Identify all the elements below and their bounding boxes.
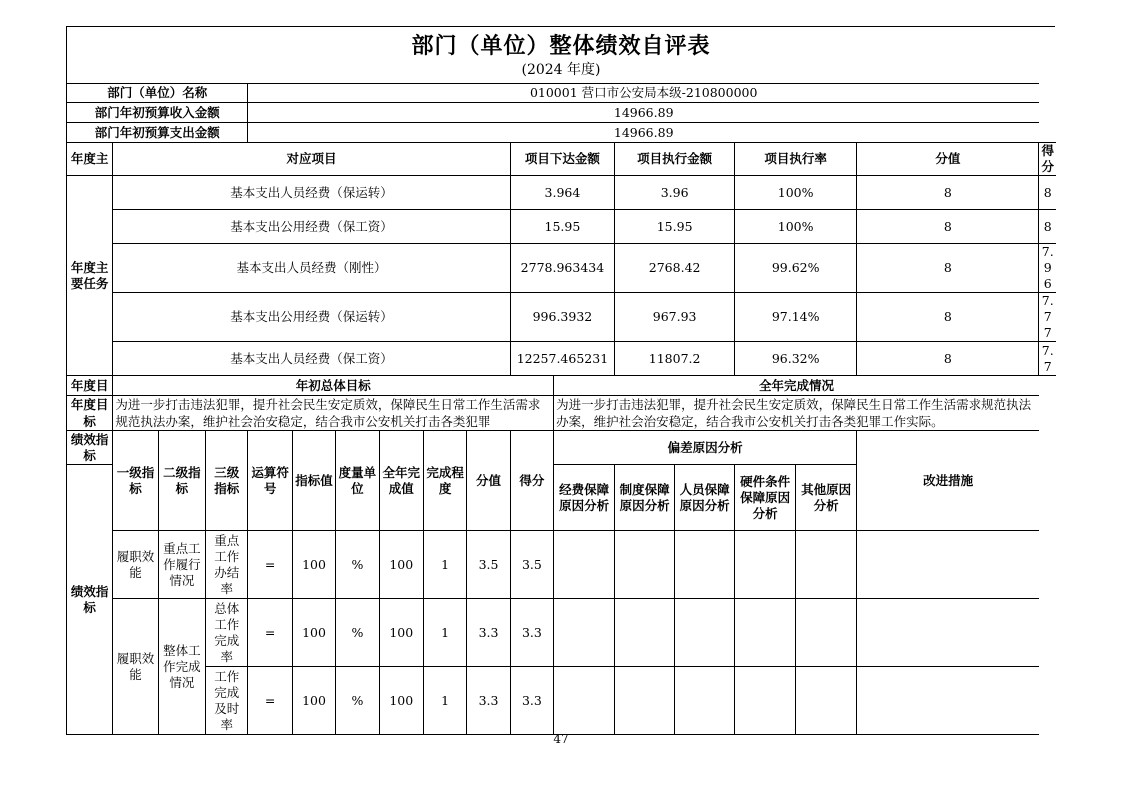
evaluation-sheet — [66, 26, 1056, 732]
goals-initial-text: 为进一步打击违法犯罪，提升社会民生安定质效，保障民生日常工作生活需求规范执法办案，维护社会治安稳定，结合我市公安机关打击各类犯罪 — [115, 397, 541, 429]
task-row — [67, 210, 1057, 244]
perf-degree: 1 — [423, 531, 466, 599]
perf-level3: 重点工作办结率 — [214, 532, 240, 596]
perf-dev-system — [615, 667, 675, 735]
tasks-header-issued: 项目下达金额 — [510, 143, 614, 176]
task-executed: 2768.42 — [615, 244, 735, 293]
perf-dev-staff — [675, 599, 735, 667]
perf-level1: 履职效能 — [113, 531, 158, 599]
perf-unit: % — [336, 531, 379, 599]
perf-level2: 整体工作完成情况 — [158, 599, 205, 735]
task-score: 8 — [1039, 210, 1056, 244]
task-rate: 99.62% — [735, 244, 857, 293]
title-area — [66, 26, 1055, 83]
perf-operator: = — [248, 531, 292, 599]
perf-level2: 重点工作履行情况 — [158, 531, 205, 599]
perf-level3-cell — [206, 531, 248, 599]
task-rate: 96.32% — [735, 342, 857, 376]
task-score-value: 8 — [857, 244, 1039, 293]
perf-annual: 100 — [379, 599, 423, 667]
goals-row — [67, 396, 1057, 431]
perf-unit: % — [336, 667, 379, 735]
task-row — [67, 293, 1057, 342]
perf-side-label: 绩效指标 — [67, 465, 113, 735]
perf-header-annual: 全年完成值 — [379, 431, 423, 531]
perf-target: 100 — [292, 531, 335, 599]
task-project: 基本支出人员经费（保工资） — [113, 342, 510, 376]
perf-score-value: 3.5 — [467, 531, 510, 599]
evaluation-table — [66, 83, 1056, 735]
perf-header-unit: 度量单位 — [336, 431, 379, 531]
perf-dev-staff — [675, 667, 735, 735]
perf-header-row-1 — [67, 431, 1057, 465]
tasks-header-executed: 项目执行金额 — [615, 143, 735, 176]
income-label: 部门年初预算收入金额 — [67, 103, 248, 123]
perf-row — [67, 531, 1057, 599]
tasks-side-label: 年度主要任务 — [67, 176, 113, 376]
task-row — [67, 176, 1057, 210]
perf-score-value: 3.3 — [467, 667, 510, 735]
perf-dev-system — [615, 599, 675, 667]
goals-header-complete: 全年完成情况 — [554, 376, 1039, 396]
perf-level3: 总体工作完成率 — [214, 600, 240, 664]
task-executed: 15.95 — [615, 210, 735, 244]
tasks-header-project: 对应项目 — [113, 143, 510, 176]
perf-score: 3.3 — [510, 667, 553, 735]
task-project: 基本支出人员经费（刚性） — [113, 244, 510, 293]
expense-label: 部门年初预算支出金额 — [67, 123, 248, 143]
info-row-unit-name — [67, 84, 1057, 103]
perf-level3: 工作完成及时率 — [214, 668, 240, 732]
task-row — [67, 342, 1057, 376]
task-issued: 15.95 — [510, 210, 614, 244]
unit-name-value: 010001 营口市公安局本级-210800000 — [248, 84, 1039, 103]
perf-row — [67, 599, 1057, 667]
task-issued: 996.3932 — [510, 293, 614, 342]
page-number: 47 — [553, 732, 569, 746]
page-title: 部门（单位）整体绩效自评表 — [411, 33, 711, 59]
goals-initial-cell — [113, 396, 554, 431]
perf-dev-other — [796, 667, 857, 735]
goals-complete-cell — [554, 396, 1039, 431]
page-subtitle: (2024 年度) — [521, 62, 601, 78]
perf-target: 100 — [292, 667, 335, 735]
perf-dev-funding — [554, 531, 615, 599]
perf-header-dev-hardware: 硬件条件保障原因分析 — [735, 465, 796, 531]
task-score: 7.77 — [1039, 293, 1056, 342]
perf-header-dev-system: 制度保障原因分析 — [615, 465, 675, 531]
expense-value: 14966.89 — [248, 123, 1039, 143]
perf-dev-system — [615, 531, 675, 599]
perf-improve — [857, 599, 1039, 667]
goals-complete-text: 为进一步打击违法犯罪，提升社会民生安定质效，保障民生日常工作生活需求规范执法办案，维护社会治安稳定，结合我市公安机关打击各类犯罪工作实际。 — [556, 397, 1032, 429]
task-score-value: 8 — [857, 342, 1039, 376]
goals-row-label-text: 年度目标 — [70, 397, 109, 429]
task-executed: 11807.2 — [615, 342, 735, 376]
perf-annual: 100 — [379, 667, 423, 735]
tasks-header-col0: 年度主 — [67, 143, 113, 176]
info-row-income — [67, 103, 1057, 123]
perf-dev-other — [796, 599, 857, 667]
perf-header-target: 指标值 — [292, 431, 335, 531]
task-issued: 12257.465231 — [510, 342, 614, 376]
tasks-header-score-value: 分值 — [857, 143, 1039, 176]
perf-dev-hardware — [735, 667, 796, 735]
unit-name-label: 部门（单位）名称 — [67, 84, 248, 103]
task-project: 基本支出人员经费（保运转） — [113, 176, 510, 210]
perf-header-level2: 二级指标 — [158, 431, 205, 531]
perf-operator: = — [248, 599, 292, 667]
task-issued: 2778.963434 — [510, 244, 614, 293]
perf-score: 3.5 — [510, 531, 553, 599]
info-row-expense — [67, 123, 1057, 143]
perf-header-level3: 三级指标 — [206, 431, 248, 531]
task-rate: 97.14% — [735, 293, 857, 342]
perf-header-dev-staff: 人员保障原因分析 — [675, 465, 735, 531]
perf-dev-funding — [554, 599, 615, 667]
perf-row — [67, 667, 1057, 735]
task-score-value: 8 — [857, 210, 1039, 244]
perf-improve — [857, 531, 1039, 599]
perf-dev-staff — [675, 531, 735, 599]
perf-dev-hardware — [735, 599, 796, 667]
perf-level3-cell — [206, 667, 248, 735]
perf-target: 100 — [292, 599, 335, 667]
task-rate: 100% — [735, 210, 857, 244]
goals-header-col0: 年度目 — [67, 376, 113, 396]
tasks-header-row — [67, 143, 1057, 176]
perf-annual: 100 — [379, 531, 423, 599]
perf-header-degree: 完成程度 — [423, 431, 466, 531]
task-score: 7.7 — [1039, 342, 1056, 376]
tasks-header-rate: 项目执行率 — [735, 143, 857, 176]
goals-header-initial: 年初总体目标 — [113, 376, 554, 396]
perf-score-value: 3.3 — [467, 599, 510, 667]
perf-header-improve: 改进措施 — [857, 431, 1039, 531]
tasks-header-score: 得分 — [1039, 143, 1056, 176]
perf-header-dev-other: 其他原因分析 — [796, 465, 857, 531]
perf-header-score: 得分 — [510, 431, 553, 531]
task-executed: 3.96 — [615, 176, 735, 210]
perf-degree: 1 — [423, 667, 466, 735]
task-score: 7.96 — [1039, 244, 1056, 293]
task-project: 基本支出公用经费（保运转） — [113, 293, 510, 342]
task-score-value: 8 — [857, 293, 1039, 342]
perf-side-label-top: 绩效指标 — [67, 431, 113, 465]
perf-level3-cell — [206, 599, 248, 667]
goals-row-label — [67, 396, 113, 431]
perf-header-score-value: 分值 — [467, 431, 510, 531]
income-value: 14966.89 — [248, 103, 1039, 123]
goals-header-row — [67, 376, 1057, 396]
perf-level1: 履职效能 — [113, 599, 158, 735]
perf-improve — [857, 667, 1039, 735]
task-score-value: 8 — [857, 176, 1039, 210]
task-row — [67, 244, 1057, 293]
task-score: 8 — [1039, 176, 1056, 210]
task-executed: 967.93 — [615, 293, 735, 342]
perf-score: 3.3 — [510, 599, 553, 667]
perf-dev-funding — [554, 667, 615, 735]
perf-degree: 1 — [423, 599, 466, 667]
perf-header-deviation: 偏差原因分析 — [554, 431, 857, 465]
perf-operator: = — [248, 667, 292, 735]
perf-dev-hardware — [735, 531, 796, 599]
perf-unit: % — [336, 599, 379, 667]
task-rate: 100% — [735, 176, 857, 210]
perf-header-level1: 一级指标 — [113, 431, 158, 531]
perf-header-operator: 运算符号 — [248, 431, 292, 531]
task-issued: 3.964 — [510, 176, 614, 210]
task-project: 基本支出公用经费（保工资） — [113, 210, 510, 244]
perf-header-dev-funding: 经费保障原因分析 — [554, 465, 615, 531]
perf-dev-other — [796, 531, 857, 599]
